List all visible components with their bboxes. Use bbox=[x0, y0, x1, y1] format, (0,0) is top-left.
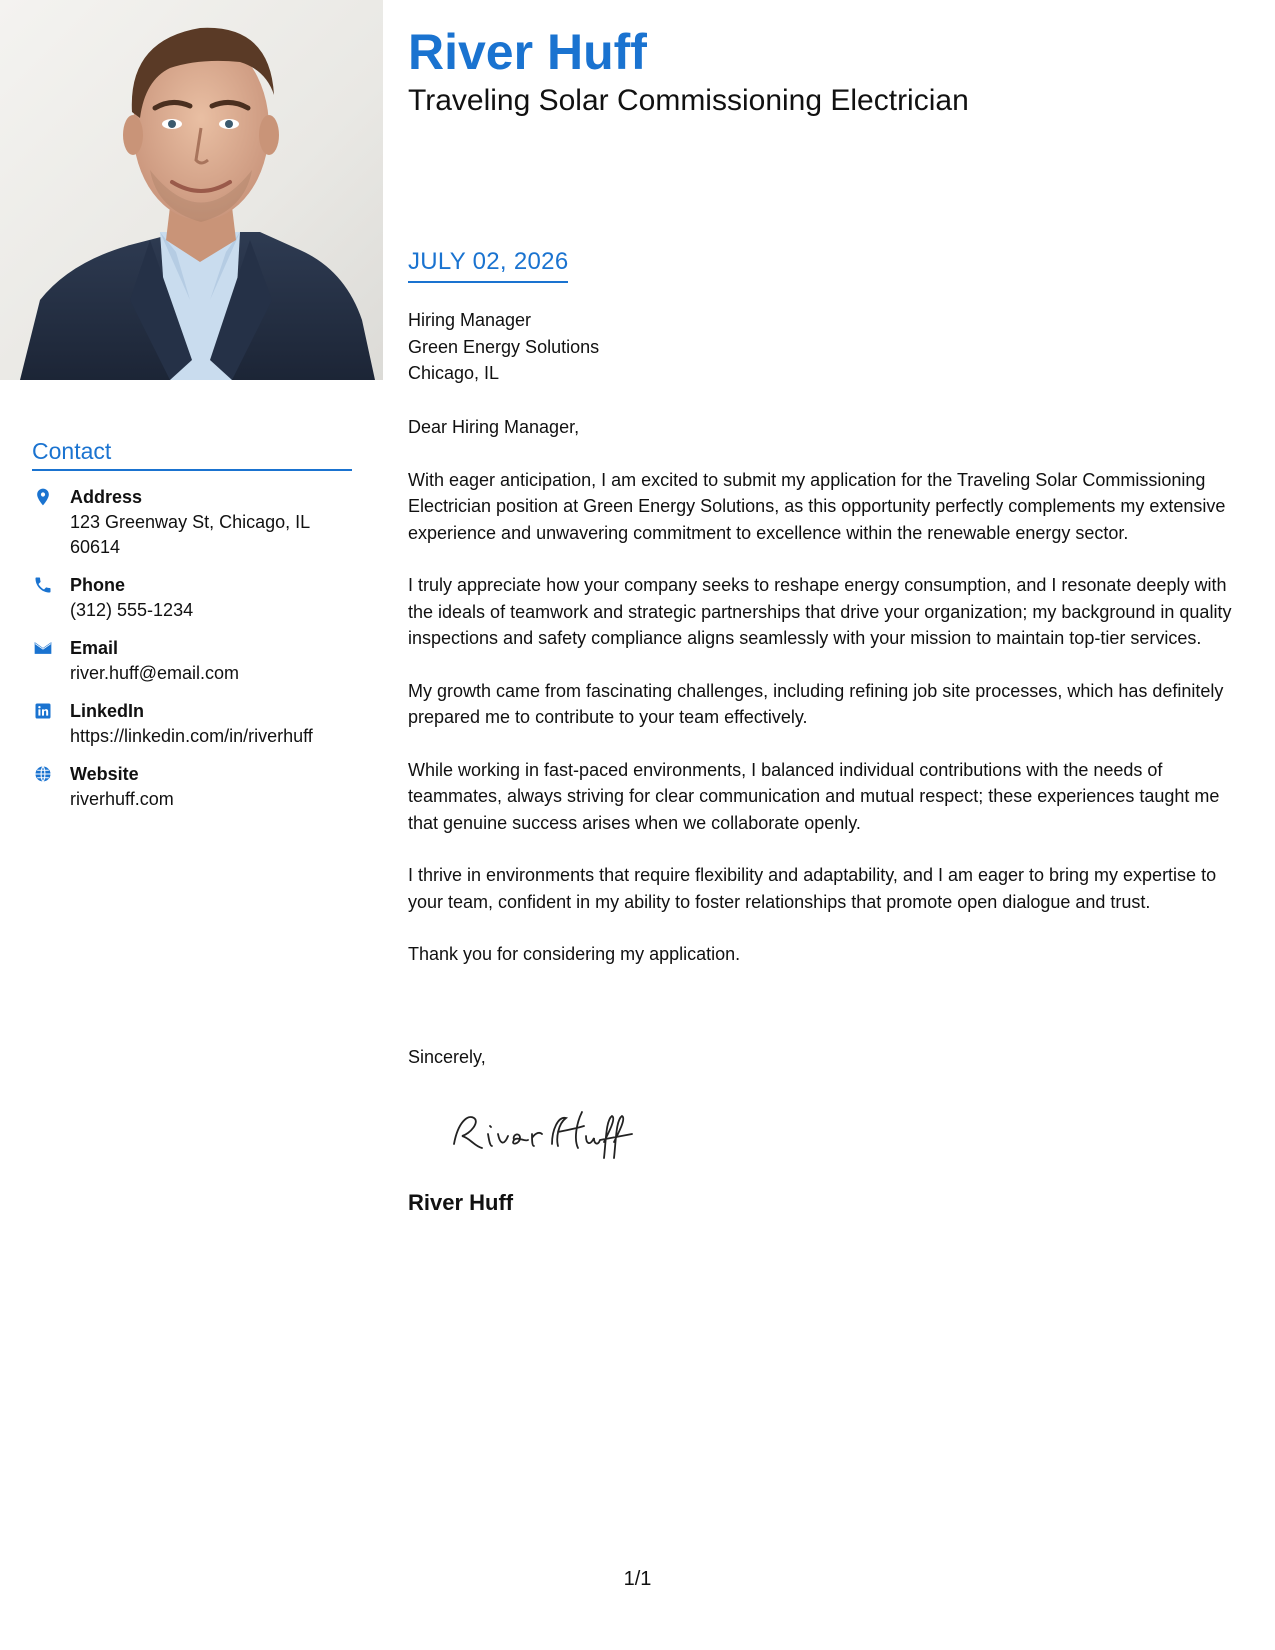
body-paragraph: While working in fast-paced environments, I balanced individual contributions with the needs of teammates, always striving for clear communication and mutual respect; these experiences taught me that genuine success arises when we collaborate openly. bbox=[408, 759, 1220, 833]
handwritten-signature bbox=[448, 1100, 648, 1160]
recipient-company: Green Energy Solutions bbox=[408, 336, 600, 357]
phone-icon bbox=[32, 574, 54, 596]
email-label: Email bbox=[70, 638, 119, 658]
contact-website bbox=[32, 762, 352, 812]
applicant-role: Traveling Solar Commissioning Electrician bbox=[408, 84, 969, 117]
address-label: Address bbox=[70, 487, 143, 507]
body-paragraph: With eager anticipation, I am excited to submit my application for the Traveling Solar Commissioning Electrician position at Green Energy Solutions, as this opportunity perfectly complements my extensive experience and unwavering commitment to excellence within the renewable energy sector. bbox=[408, 469, 1226, 543]
contact-section bbox=[32, 438, 352, 825]
page-number: 1/1 bbox=[623, 1568, 652, 1590]
address-value: 123 Greenway St, Chicago, IL 60614 bbox=[70, 512, 310, 557]
closing: Sincerely, bbox=[408, 1047, 486, 1067]
salutation: Dear Hiring Manager, bbox=[408, 417, 580, 437]
letter-date: JULY 02, 2026 bbox=[408, 248, 568, 283]
contact-linkedin bbox=[32, 699, 352, 749]
contact-phone bbox=[32, 573, 352, 623]
website-label: Website bbox=[70, 764, 139, 784]
body-paragraph: Thank you for considering my application. bbox=[408, 944, 741, 964]
profile-photo bbox=[0, 0, 383, 380]
recipient-title: Hiring Manager bbox=[408, 310, 532, 330]
signer-name: River Huff bbox=[408, 1190, 514, 1215]
recipient-location: Chicago, IL bbox=[408, 363, 500, 383]
applicant-name: River Huff bbox=[408, 24, 647, 80]
map-pin-icon bbox=[32, 486, 54, 508]
contact-email bbox=[32, 636, 352, 686]
globe-icon bbox=[32, 763, 54, 785]
body-paragraph: My growth came from fascinating challenges, including refining job site processes, which has definitely prepared me to contribute to your team effectively. bbox=[408, 680, 1224, 727]
contact-heading: Contact bbox=[32, 438, 352, 471]
phone-value[interactable]: (312) 555-1234 bbox=[70, 600, 194, 620]
body-paragraph: I truly appreciate how your company seeks to reshape energy consumption, and I resonate deeply with the ideals of teamwork and strategic partnerships that drive your organization; my background in quality inspections and safety compliance aligns seamlessly with your mission to maintain top-tier services. bbox=[408, 575, 1232, 648]
body-paragraph: I thrive in environments that require flexibility and adaptability, and I am eager to bring my expertise to your team, confident in my ability to foster relationships that promote open dialogue and trust. bbox=[408, 865, 1217, 912]
recipient-block bbox=[408, 307, 599, 387]
email-value[interactable]: river.huff@email.com bbox=[70, 663, 239, 683]
letter-main bbox=[408, 0, 1248, 1215]
letter-body bbox=[408, 414, 1248, 994]
linkedin-label: LinkedIn bbox=[70, 701, 145, 721]
linkedin-value[interactable]: https://linkedin.com/in/riverhuff bbox=[70, 726, 313, 746]
phone-label: Phone bbox=[70, 575, 126, 595]
linkedin-icon bbox=[32, 700, 54, 722]
contact-address bbox=[32, 485, 352, 560]
website-value[interactable]: riverhuff.com bbox=[70, 789, 174, 809]
envelope-icon bbox=[32, 637, 54, 659]
